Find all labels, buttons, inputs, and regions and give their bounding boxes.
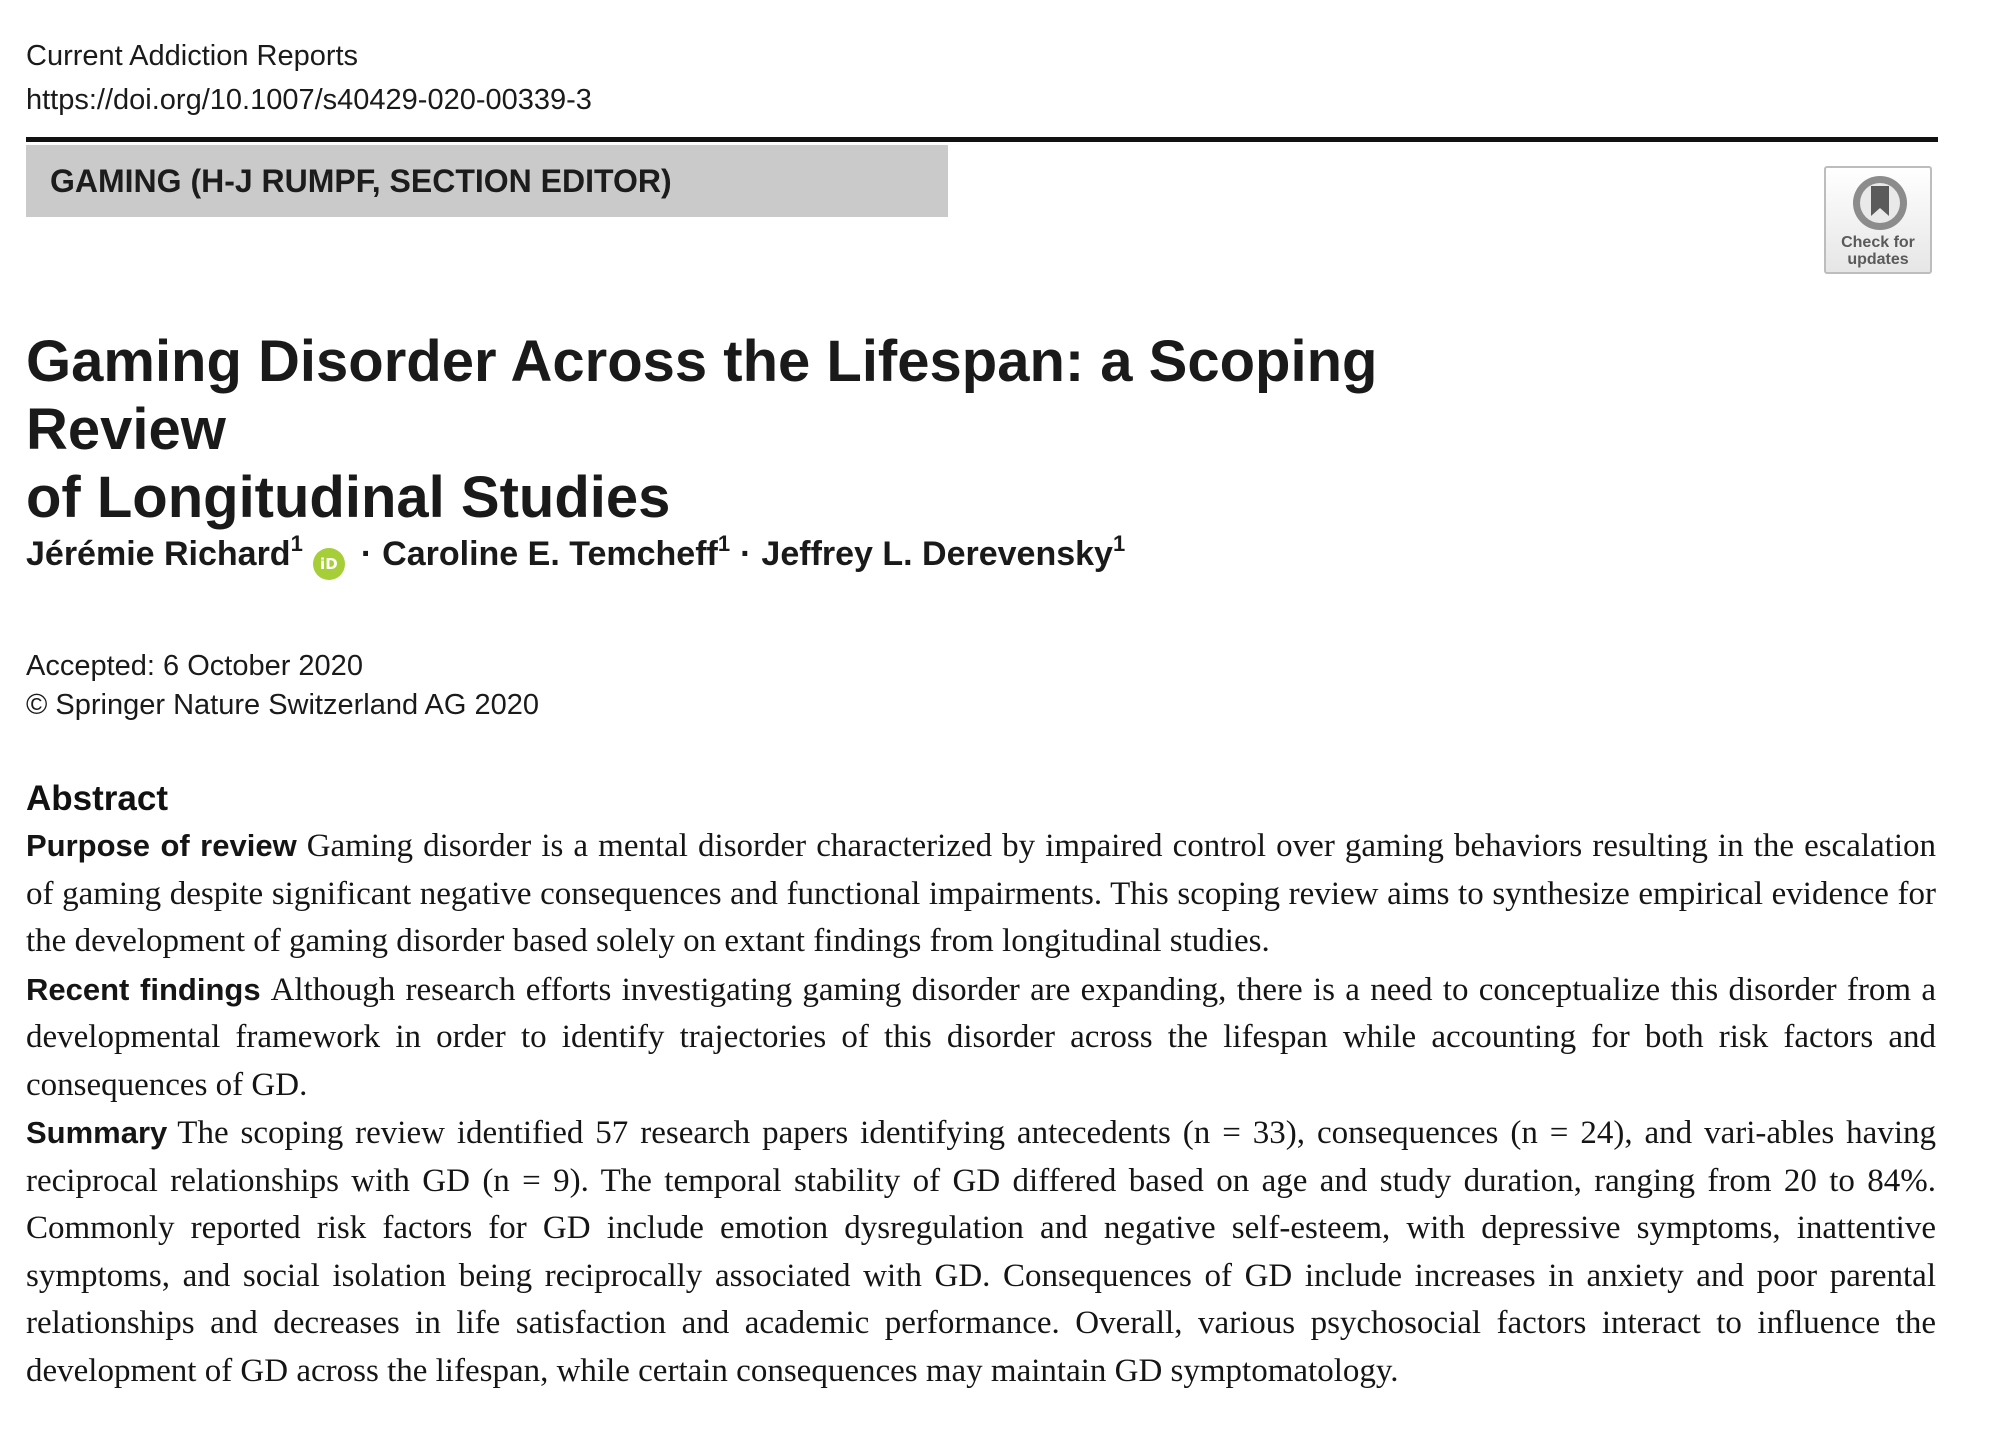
abstract-heading: Abstract [26, 779, 168, 818]
author-name[interactable]: Caroline E. Temcheff [382, 535, 718, 573]
affiliation-marker: 1 [717, 531, 731, 556]
abstract-summary [26, 1109, 1936, 1395]
crossmark-icon [1850, 173, 1910, 233]
author-separator: · [360, 535, 373, 573]
abstract-section-text: Although research efforts investigating gaming disorder are expanding, there is a need to conceptualize this disorder from a developmental framework in order to identify trajectories of this disorder across the lifespan while accounting for both risk factors and consequences of GD. [26, 971, 1936, 1103]
accepted-date: Accepted: 6 October 2020 [26, 650, 363, 682]
author-name[interactable]: Jeffrey L. Derevensky [761, 535, 1113, 573]
check-for-updates-label: Check for updates [1841, 234, 1915, 268]
author-name[interactable]: Jérémie Richard [26, 535, 291, 573]
abstract-body [26, 822, 1936, 1395]
affiliation-marker: 1 [1112, 531, 1126, 556]
section-label: GAMING (H-J RUMPF, SECTION EDITOR) [26, 145, 948, 217]
header-rule [26, 137, 1938, 142]
journal-name: Current Addiction Reports [26, 40, 359, 72]
abstract-section-label: Summary [26, 1115, 168, 1150]
author-list [26, 529, 1125, 580]
check-for-updates-badge[interactable] [1824, 166, 1932, 274]
doi-link[interactable]: https://doi.org/10.1007/s40429-020-00339-3 [26, 84, 592, 116]
affiliation-marker: 1 [290, 531, 303, 556]
publication-dates [26, 647, 539, 725]
abstract-findings [26, 966, 1936, 1110]
title-line-2: of Longitudinal Studies [26, 465, 671, 530]
abstract-section-label: Purpose of review [26, 828, 297, 863]
journal-header [26, 34, 592, 122]
copyright-notice: © Springer Nature Switzerland AG 2020 [26, 689, 540, 721]
orcid-icon[interactable]: iD [313, 548, 345, 580]
abstract-section-text: Gaming disorder is a mental disorder characterized by impaired control over gaming behaviors resulting in the escalation of gaming despite significant negative consequences and functional impairments. This scoping review aims to synthesize empirical evidence for the development of gaming disorder based solely on extant findings from longitudinal studies. [26, 828, 1937, 959]
article-title [26, 328, 1526, 532]
abstract-section-label: Recent findings [26, 971, 261, 1007]
title-line-1: Gaming Disorder Across the Lifespan: a Scoping Review [26, 329, 1378, 462]
abstract-purpose [26, 822, 1936, 966]
author-separator: · [740, 535, 752, 573]
abstract-section-text: The scoping review identified 57 research papers identifying antecedents (n = 33), consequences (n = 24), and vari-ables having reciprocal relationships with GD (n = 9). The temporal stability of GD differed based on age and study duration, ranging from 20 to 84%. Commonly reported risk factors for GD include emotion dysregulation and negative self-esteem, with depressive symptoms, inattentive symptoms, and social isolation being reciprocally associated with GD. Consequences of GD include increases in anxiety and poor parental relationships and decreases in life satisfaction and academic performance. Overall, various psychosocial factors interact to influence the development of GD across the lifespan, while certain consequences may maintain GD symptomatology. [26, 1115, 1936, 1389]
